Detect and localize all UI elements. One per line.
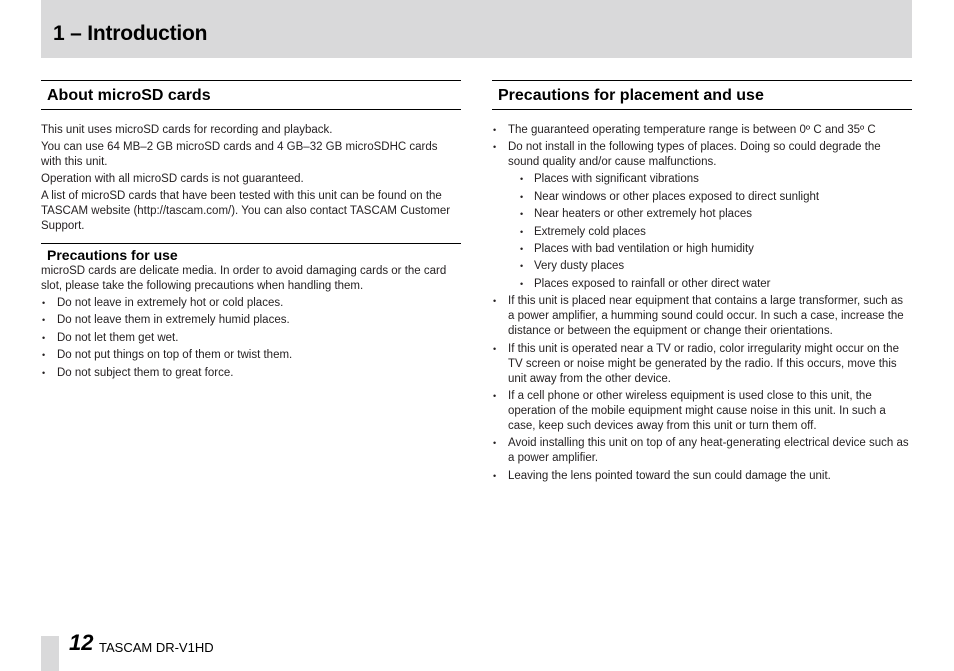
paragraph: This unit uses microSD cards for recording and playback.	[41, 124, 333, 136]
microsd-body	[41, 123, 461, 234]
list-item: • The guaranteed operating temperature range is between 0º C and 35º C	[492, 123, 912, 138]
list-item: • If this unit is operated near a TV or radio, color irregularity might occur on the TV screen or noise might be generated by the radio. If this occurs, move this unit away from the other device.	[492, 342, 912, 387]
section-heading-microsd: About microSD cards	[41, 80, 461, 110]
paragraph: You can use 64 MB–2 GB microSD cards and 4 GB–32 GB microSDHC cards with this unit.	[41, 141, 438, 168]
page-number: 12	[69, 630, 94, 655]
product-name: TASCAM DR-V1HD	[99, 640, 214, 655]
sub-list-item: • Places exposed to rainfall or other direct water	[508, 277, 912, 292]
list-item: • Do not put things on top of them or twist them.	[41, 348, 461, 363]
list-item: • Avoid installing this unit on top of any heat-generating electrical device such as a power amplifier.	[492, 436, 912, 466]
sub-heading-precautions-for-use: Precautions for use	[41, 243, 461, 264]
list-item: • Do not let them get wet.	[41, 331, 461, 346]
left-column	[41, 80, 461, 383]
list-item: • If a cell phone or other wireless equipment is used close to this unit, the operation of the mobile equipment might cause noise in this unit. In such a case, keep such devices away from this unit or turn them off.	[492, 389, 912, 434]
list-item: • Do not leave them in extremely humid places.	[41, 313, 461, 328]
sub-list-item: • Near windows or other places exposed to direct sunlight	[508, 190, 912, 205]
paragraph: Operation with all microSD cards is not guaranteed.	[41, 173, 304, 185]
placement-body	[492, 123, 912, 484]
list-item: • Do not leave in extremely hot or cold places.	[41, 296, 461, 311]
sub-list-item: • Near heaters or other extremely hot places	[508, 207, 912, 222]
precautions-list	[41, 296, 461, 381]
sub-list-item: • Very dusty places	[508, 259, 912, 274]
chapter-header	[41, 0, 912, 58]
list-item-text: Do not install in the following types of places. Doing so could degrade the sound quality and/or cause malfunctions.	[508, 141, 881, 169]
list-item: • Do not subject them to great force.	[41, 366, 461, 381]
footer-tab	[41, 636, 59, 671]
list-item: • If this unit is placed near equipment that contains a large transformer, such as a power amplifier, a humming sound could occur. In such a case, increase the distance or between the equipment or change their orientations.	[492, 294, 912, 339]
paragraph: A list of microSD cards that have been tested with this unit can be found on the TASCAM website (http://tascam.com/). You can also contact TASCAM Customer Support.	[41, 190, 451, 232]
precautions-intro: microSD cards are delicate media. In order to avoid damaging cards or the card slot, please take the following precautions when handling them.	[41, 265, 447, 292]
places-sublist	[508, 172, 912, 291]
right-column	[492, 80, 912, 486]
section-heading-placement: Precautions for placement and use	[492, 80, 912, 110]
chapter-title: 1 – Introduction	[53, 22, 208, 45]
list-item-places	[492, 140, 912, 291]
sub-list-item: • Places with significant vibrations	[508, 172, 912, 187]
sub-list-item: • Places with bad ventilation or high humidity	[508, 242, 912, 257]
sub-list-item: • Extremely cold places	[508, 225, 912, 240]
placement-list	[492, 123, 912, 484]
list-item: • Leaving the lens pointed toward the sun could damage the unit.	[492, 469, 912, 484]
